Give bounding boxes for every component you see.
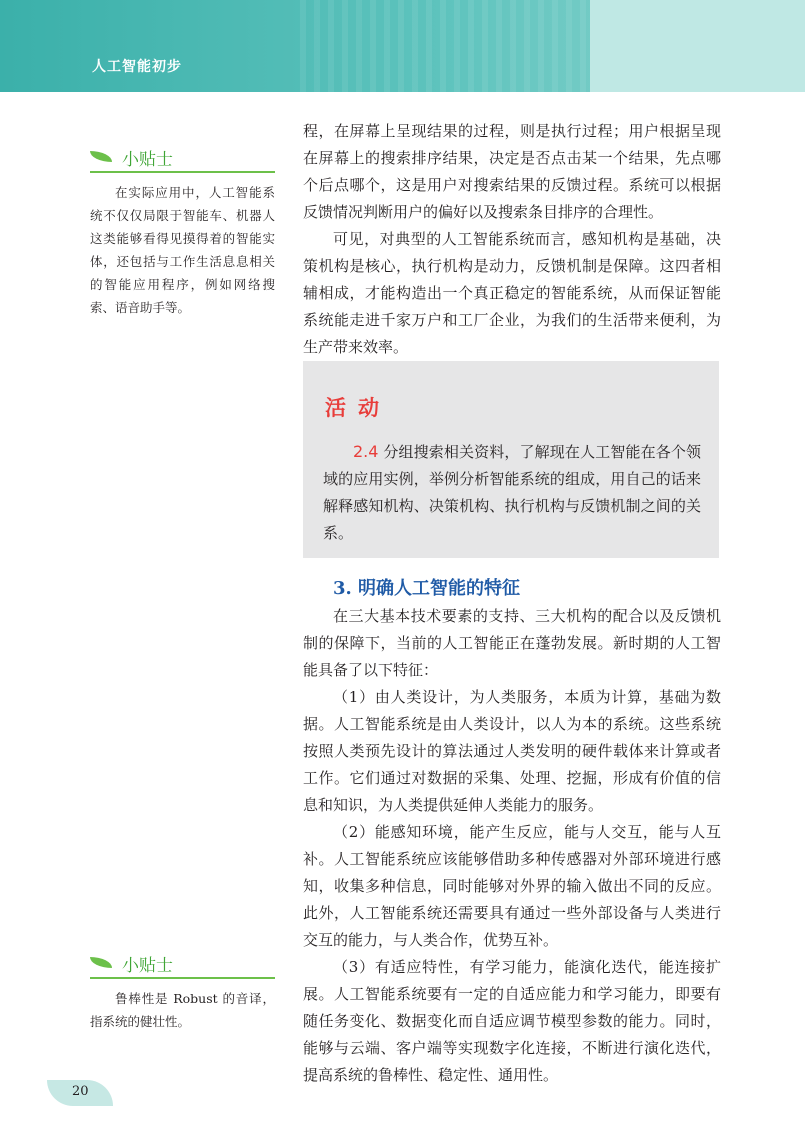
tip-header (90, 145, 275, 173)
tip-box (90, 145, 275, 319)
tip-text: 鲁棒性是 Robust 的音译，指系统的健壮性。 (90, 991, 275, 1029)
activity-number: 2.4 (353, 442, 379, 461)
activity-box (303, 361, 719, 558)
header-light-panel (590, 0, 805, 92)
header-code-texture (300, 0, 590, 92)
page-number: 20 (72, 1084, 89, 1099)
page-header (0, 0, 805, 92)
tip-title: 小贴士 (122, 150, 173, 170)
feature-paragraph: （2）能感知环境，能产生反应，能与人交互，能与人互补。人工智能系统应该能够借助多种传感器对外部环境进行感知，收集多种信息，同时能够对外界的输入做出不同的反应。此外，人工智能系统还需要具有通过一些外部设备与人类进行交互的能力，与人类合作，优势互补。 (303, 823, 721, 949)
activity-description: 分组搜索相关资料，了解现在人工智能在各个领域的应用实例，举例分析智能系统的组成，用自己的话来解释感知机构、决策机构、执行机构与反馈机制之间的关系。 (323, 443, 701, 542)
paragraph: 可见，对典型的人工智能系统而言，感知机构是基础，决策机构是核心，执行机构是动力，反馈机制是保障。这四者相辅相成，才能构造出一个真正稳定的智能系统，从而保证智能系统能走进千家万户和工厂企业，为我们的生活带来便利，为生产带来效率。 (303, 230, 721, 356)
main-text-top (303, 118, 721, 361)
feature-paragraph: （3）有适应特性，有学习能力，能演化迭代，能连接扩展。人工智能系统要有一定的自适应能力和学习能力，即要有随任务变化、数据变化而自适应调节模型参数的能力。同时，能够与云端、客户端等实现数字化连接，不断进行演化迭代，提高系统的鲁棒性、稳定性、通用性。 (303, 958, 721, 1084)
tip-title: 小贴士 (122, 956, 173, 976)
section-title: 3. 明确人工智能的特征 (333, 578, 521, 599)
book-title: 人工智能初步 (92, 59, 182, 75)
activity-title: 活动 (325, 396, 391, 420)
tip-box (90, 951, 275, 1033)
leaf-icon (90, 151, 112, 162)
paragraph: 在三大基本技术要素的支持、三大机构的配合以及反馈机制的保障下，当前的人工智能正在蓬勃发展。新时期的人工智能具备了以下特征： (303, 607, 721, 679)
feature-paragraph: （1）由人类设计，为人类服务，本质为计算，基础为数据。人工智能系统是由人类设计，以人为本的系统。这些系统按照人类预先设计的算法通过人类发明的硬件载体来计算或者工作。它们通过对数据的采集、处理、挖掘，形成有价值的信息和知识，为人类提供延伸人类能力的服务。 (303, 688, 721, 814)
paragraph: 程，在屏幕上呈现结果的过程，则是执行过程；用户根据呈现在屏幕上的搜索排序结果，决定是否点击某一个结果，先点哪个后点哪个，这是用户对搜索结果的反馈过程。系统可以根据反馈情况判断用户的偏好以及搜索条目排序的合理性。 (303, 122, 721, 221)
activity-text (323, 438, 701, 547)
tip-text: 在实际应用中，人工智能系统不仅仅局限于智能车、机器人这类能够看得见摸得着的智能实体，还包括与工作生活息息相关的智能应用程序，例如网络搜索、语音助手等。 (90, 185, 275, 315)
leaf-icon (90, 957, 112, 968)
main-text-bottom (303, 603, 721, 1089)
tip-header (90, 951, 275, 979)
